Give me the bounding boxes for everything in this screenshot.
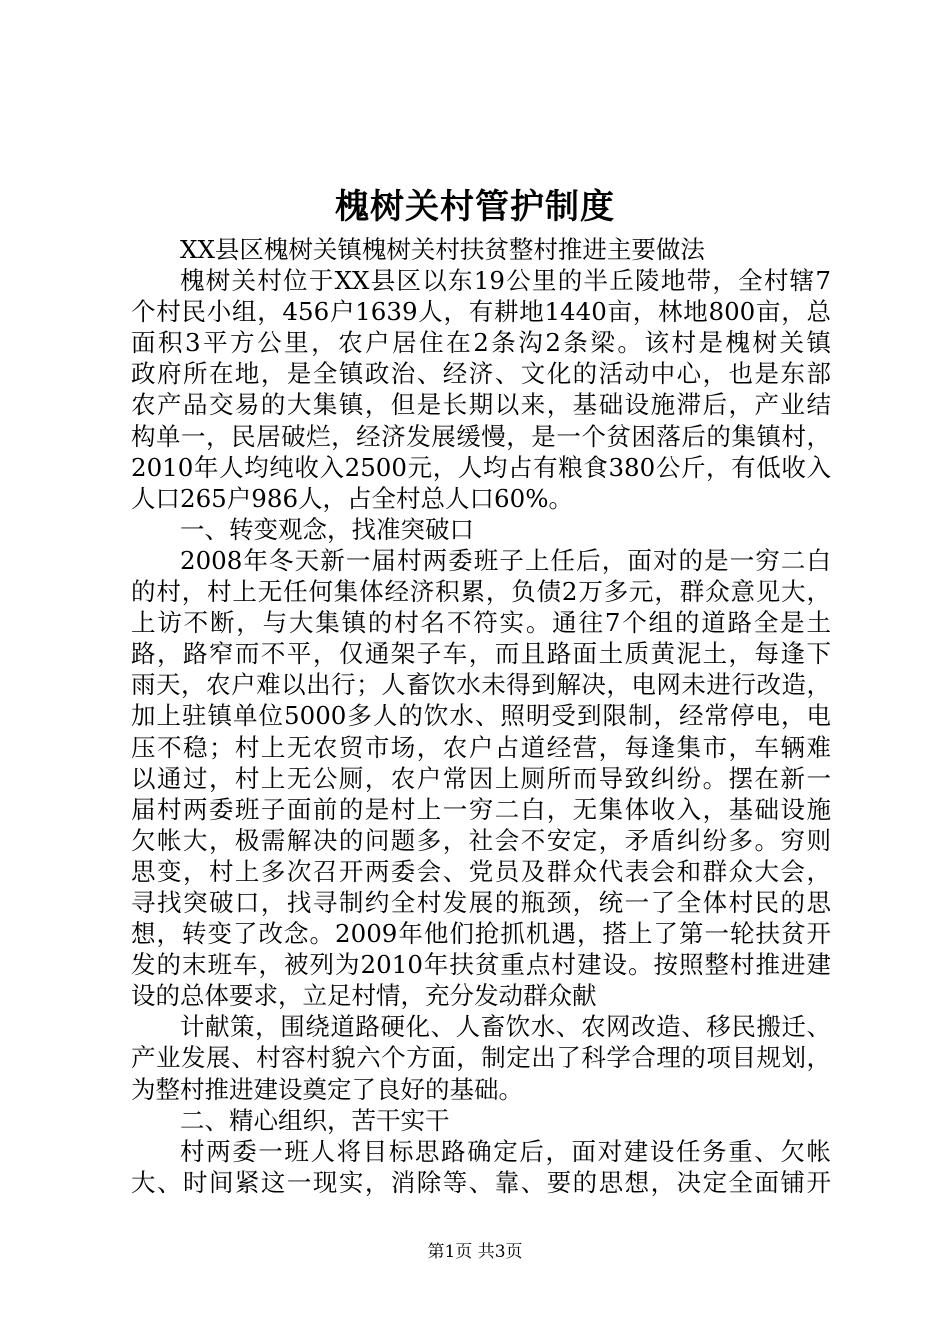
text-line: 上访不断，与大集镇的村名不符实。通往7个组的道路全是土 <box>131 608 831 638</box>
paragraph <box>131 1105 831 1136</box>
text-line: 想，转变了改念。2009年他们抢抓机遇，搭上了第一轮扶贫开 <box>131 919 831 949</box>
text-line: 设的总体要求，立足村情，充分发动群众献 <box>131 981 597 1011</box>
text-line: 为整村推进建设奠定了良好的基础。 <box>131 1074 523 1104</box>
text-line: 路，路窄而不平，仅通架子车，而且路面土质黄泥土，每逢下 <box>131 639 831 669</box>
text-line: 构单一，民居破烂，经济发展缓慢，是一个贫困落后的集镇村， <box>131 421 831 451</box>
text-line: 的村，村上无任何集体经济积累，负债2万多元，群众意见大， <box>131 577 831 607</box>
paragraph <box>131 1011 831 1104</box>
text-line: 压不稳；村上无农贸市场，农户占道经营，每逢集市，车辆难 <box>131 732 831 762</box>
text-line: 2008年冬天新一届村两委班子上任后，面对的是一穷二白 <box>180 545 831 575</box>
paragraph <box>131 545 831 1011</box>
text-line: 计献策，围绕道路硬化、人畜饮水、农网改造、移民搬迁、 <box>180 1012 831 1042</box>
text-line: 发的末班车，被列为2010年扶贫重点村建设。按照整村推进建 <box>131 950 831 980</box>
text-line: 雨天，农户难以出行；人畜饮水未得到解决，电网未进行改造， <box>131 670 831 700</box>
text-line: 一、转变观念，找准突破口 <box>180 514 474 544</box>
paragraph <box>131 514 831 545</box>
text-line: 村两委一班人将目标思路确定后，面对建设任务重、欠帐 <box>180 1136 831 1166</box>
text-line: 欠帐大，极需解决的问题多，社会不安定，矛盾纠纷多。穷则 <box>131 825 831 855</box>
text-line: 产业发展、村容村貌六个方面，制定出了科学合理的项目规划， <box>131 1043 831 1073</box>
text-line: 寻找突破口，找寻制约全村发展的瓶颈，统一了全体村民的思 <box>131 887 831 917</box>
text-line: 槐树关村位于XX县区以东19公里的半丘陵地带，全村辖7 <box>180 266 831 296</box>
page-footer: 第1页 共3页 <box>427 1242 523 1262</box>
text-line: 大、时间紧这一现实，消除等、靠、要的思想，决定全面铺开 <box>131 1167 831 1197</box>
paragraph <box>131 234 831 265</box>
text-line: 政府所在地，是全镇政治、经济、文化的活动中心，也是东部 <box>131 359 831 389</box>
text-line: 农产品交易的大集镇，但是长期以来，基础设施滞后，产业结 <box>131 390 831 420</box>
text-line: 2010年人均纯收入2500元，人均占有粮食380公斤，有低收入 <box>131 452 831 482</box>
text-line: 思变，村上多次召开两委会、党员及群众代表会和群众大会， <box>131 856 831 886</box>
document-title: 槐树关村管护制度 <box>335 187 615 227</box>
text-line: 面积3平方公里，农户居住在2条沟2条梁。该村是槐树关镇 <box>131 328 831 358</box>
paragraph <box>131 1136 831 1198</box>
text-line: 二、精心组织，苦干实干 <box>180 1105 450 1135</box>
document-body <box>131 234 831 1198</box>
text-line: 届村两委班子面前的是村上一穷二白，无集体收入，基础设施 <box>131 794 831 824</box>
text-line: 以通过，村上无公厕，农户常因上厕所而导致纠纷。摆在新一 <box>131 763 831 793</box>
text-line: 加上驻镇单位5000多人的饮水、照明受到限制，经常停电，电 <box>131 701 831 731</box>
text-line: XX县区槐树关镇槐树关村扶贫整村推进主要做法 <box>180 235 705 264</box>
paragraph <box>131 265 831 514</box>
text-line: 个村民小组，456户1639人，有耕地1440亩，林地800亩，总 <box>131 297 831 327</box>
text-line: 人口265户986人，占全村总人口60%。 <box>131 483 573 513</box>
